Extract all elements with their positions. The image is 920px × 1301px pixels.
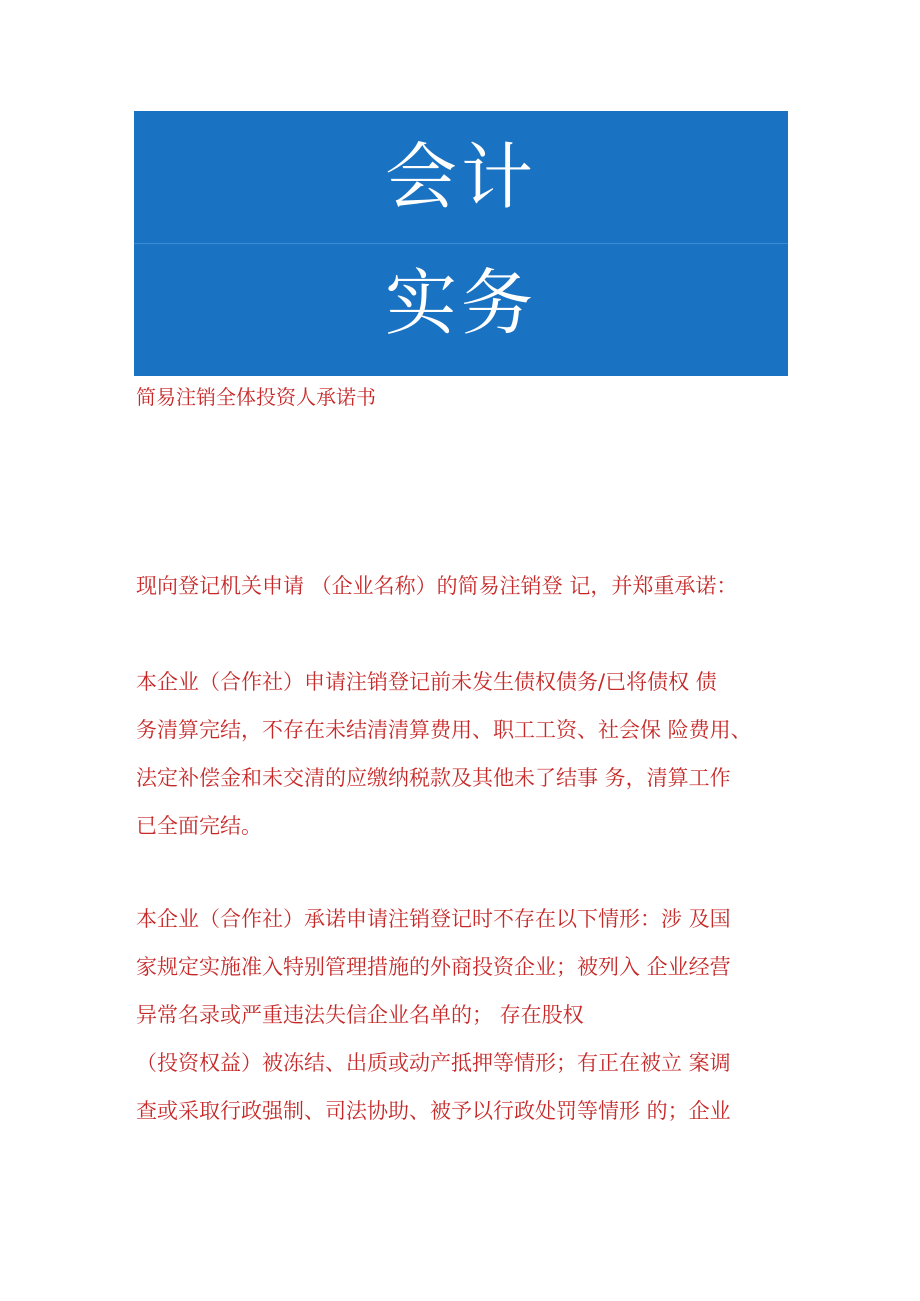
paragraph-line: 查或采取行政强制、司法协助、被予以行政处罚等情形 的；企业 [136,1099,731,1123]
banner-title-line2: 实务 [384,261,537,345]
paragraph-line: 已全面完结。 [136,814,262,838]
paragraph-line: 异常名录或严重违法失信企业名单的； 存在股权 [136,1003,584,1027]
commitment-paragraph-2 [136,895,796,1135]
document-title: 简易注销全体投资人承诺书 [136,385,376,409]
commitment-paragraph-1 [136,658,796,850]
paragraph-line: 本企业（合作社）申请注销登记前未发生债权债务/已将债权 债 [136,670,717,694]
header-banner [134,111,788,376]
paragraph-line: 本企业（合作社）承诺申请注销登记时不存在以下情形：涉 及国 [136,907,731,931]
paragraph-line: 法定补偿金和未交清的应缴纳税款及其他未了结事 务，清算工作 [136,766,731,790]
paragraph-line: 务清算完结，不存在未结清清算费用、职工工资、社会保 险费用、 [136,718,752,742]
paragraph-line: （投资权益）被冻结、出质或动产抵押等情形；有正在被立 案调 [136,1051,731,1075]
intro-paragraph [136,562,796,610]
banner-divider [134,243,788,244]
banner-title-line1: 会计 [384,135,537,219]
intro-line: 现向登记机关申请 （企业名称）的简易注销登 记，并郑重承诺： [136,574,738,598]
paragraph-line: 家规定实施准入特别管理措施的外商投资企业；被列入 企业经营 [136,955,731,979]
